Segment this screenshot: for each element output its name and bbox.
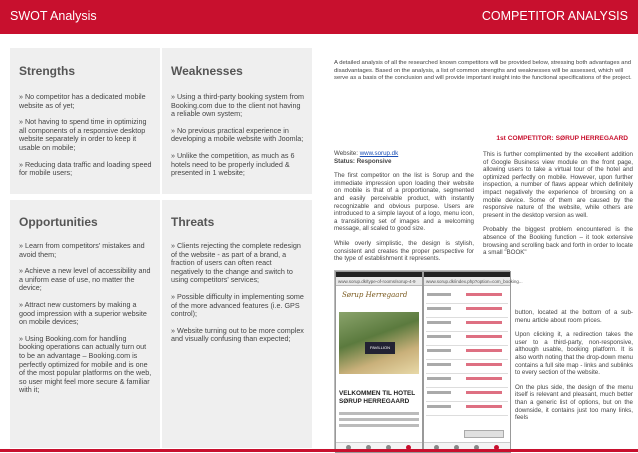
strength-item: » No competitor has a dedicated mobile website as of yet; xyxy=(19,92,146,110)
page-title-left: SWOT Analysis xyxy=(10,9,97,23)
weaknesses-title: Weaknesses xyxy=(171,64,243,78)
competitor-left-column xyxy=(334,150,474,270)
opportunity-item: » Using Booking.com for handling booking operations can actually turn out to be an advantage – Booking.com is perfectly optimized for mobile and is one of the most popular platforms on the web, so user might feel more secure & familiar with it; xyxy=(19,333,152,395)
intro-paragraph: A detailed analysis of all the researched known competitors will be provided below, stressing both advantages and disadvantages. Based on the analysis, a list of common strengths and weaknesses will be assessed, which will serve as a basis of the conclusion and will provide important insight into the functional specifications of the project. xyxy=(334,60,632,82)
body-paragraph: Probably the biggest problem encountered is the absence of the Booking function – it took extensive browsing and scrolling back and forth in order to locate a small "BOOK" xyxy=(483,226,633,257)
hotel-photo xyxy=(339,312,419,374)
page-title-right: COMPETITOR ANALYSIS xyxy=(481,9,628,23)
body-paragraph: button, located at the bottom of a sub-menu article about room prices. xyxy=(515,309,633,324)
address-bar: www.sorup.dk/type-of-rooms/sorup-4-9 xyxy=(336,277,422,286)
body-paragraph: On the plus side, the design of the menu itself is relevant and pleasant, much better than a generic list of options, but on the downside, it contains just too many links, feels xyxy=(515,383,633,422)
mobile-screenshot xyxy=(334,270,523,452)
swot-strengths xyxy=(10,48,160,194)
competitor-analysis-column xyxy=(318,34,638,452)
swot-threats xyxy=(162,200,312,448)
website-label: Website: xyxy=(334,150,358,157)
swot-opportunities xyxy=(10,200,160,448)
weakness-item: » No previous practical experience in developing a mobile website with Joomla; xyxy=(171,125,304,144)
welcome-message: VELKOMMEN TIL HOTEL SØRUP HERREGAARD xyxy=(339,390,416,405)
threats-title: Threats xyxy=(171,215,215,229)
swot-weaknesses xyxy=(162,48,312,194)
competitor-heading: 1st COMPETITOR: SØRUP HERREGAARD xyxy=(496,135,628,142)
strength-item: » Not having to spend time in optimizing all components of a responsive desktop website separately in order to keep it usable on mobile; xyxy=(19,117,147,152)
header-bar xyxy=(0,0,638,34)
opportunity-item: » Attract new customers by making a good impression with a superior website on mobile devices; xyxy=(19,299,147,327)
phone-screen-booking xyxy=(423,271,523,453)
threat-item: » Possible difficulty in implementing some of the more advanced features (i.e. GPS control); xyxy=(171,291,304,319)
text-lines xyxy=(339,412,419,430)
hotel-logo: Sørup Herregaard xyxy=(336,286,422,306)
competitor-right-column-continued xyxy=(515,309,633,429)
phone-screen-home xyxy=(335,271,423,453)
weakness-item: » Unlike the competition, as much as 6 hotels need to be properly included & presented in 1 website; xyxy=(171,150,295,178)
booking-rows xyxy=(426,290,508,416)
opportunity-item: » Achieve a new level of accessibility and a uniform ease of use, no matter the device; xyxy=(19,266,151,293)
weakness-item: » Using a third-party booking system from Booking.com due to the client not having a reliable own system; xyxy=(171,92,305,119)
threat-item: » Clients rejecting the complete redesign of the website - as part of a brand, a fraction of users can often react negatively to the change and switch to using competitors' services; xyxy=(171,241,301,285)
status-label: Status: Responsive xyxy=(334,157,392,165)
strengths-title: Strengths xyxy=(19,64,76,78)
address-bar: www.sorup.dk/index.php?option=com_booking... xyxy=(426,279,523,284)
footer-bar xyxy=(0,449,638,452)
website-link[interactable]: www.sorup.dk xyxy=(359,150,399,157)
body-paragraph: While overly simplistic, the design is stylish, consistent and creates the proper perspective for the type of establishment it represents. xyxy=(334,239,474,263)
book-button xyxy=(464,430,504,438)
pavillion-sign: PAVILLION xyxy=(365,342,395,354)
strength-item: » Reducing data traffic and loading speed for mobile users; xyxy=(19,159,152,178)
body-paragraph: Upon clicking it, a redirection takes the user to a third-party, non-responsive, although usable, booking platform. It is also worth noting that the drop-down menu contains a full site map - links and sublinks to every section of the website. xyxy=(515,331,633,377)
opportunity-item: » Learn from competitors' mistakes and avoid them; xyxy=(19,241,145,259)
opportunities-title: Opportunities xyxy=(19,215,98,229)
body-paragraph: This is further complimented by the excellent addition of Google Business view module on the front page, allowing users to take a virtual tour of the hotel and optimized perfectly on mobile. However, upon further inspection, a number of flaws appear which definitely impact negatively the experience of browsing on a mobile device. Some of them are caused by the responsive nature of the website, while others are present in the desktop version as well. xyxy=(483,151,633,219)
competitor-right-column xyxy=(483,151,633,264)
threat-item: » Website turning out to be more complex and visually confusing than expected; xyxy=(171,325,304,344)
body-paragraph: The first competitor on the list is Sorup and the immediate impression upon loading their website on mobile is that of a proportionate, segmented and easily perceivable product, with instantly recognizable and obvious purpose. Users are introduced to a simple layout of a logo, menu icon, a transitioning set of images and a welcoming message, all scaled to good size. xyxy=(334,172,474,233)
